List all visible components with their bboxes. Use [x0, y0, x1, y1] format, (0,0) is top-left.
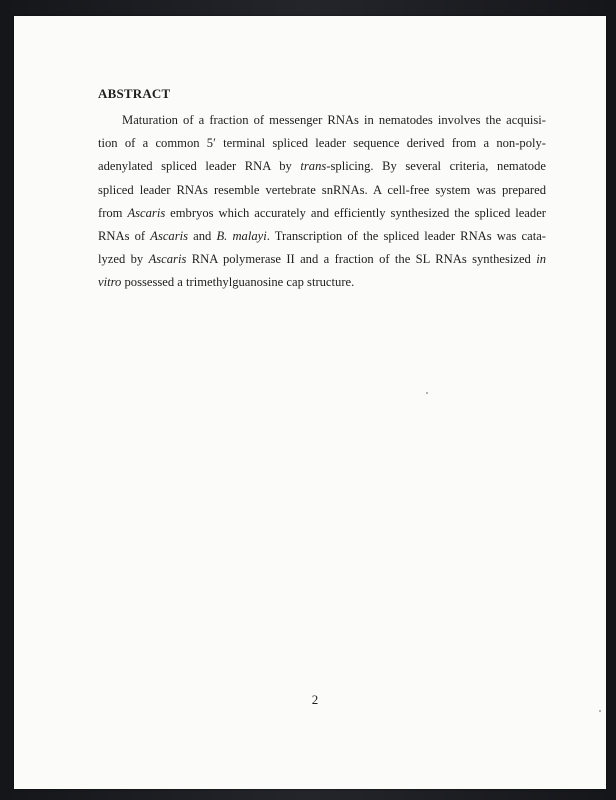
document-page: [14, 16, 606, 789]
dust-speck: [426, 392, 428, 394]
abstract-line: tion of a common 5′ terminal spliced leader sequence derived from a non-poly-: [98, 136, 546, 151]
abstract-line: from Ascaris embryos which accurately and efficiently synthesized the spliced leader: [98, 205, 546, 220]
abstract-line: lyzed by Ascaris RNA polymerase II and a fraction of the SL RNAs synthesized in: [98, 252, 546, 267]
abstract-line: adenylated spliced leader RNA by trans-splicing. By several criteria, nematode: [98, 159, 546, 174]
page-number: 2: [311, 692, 319, 707]
abstract-paragraph: [98, 109, 546, 295]
abstract-line: Maturation of a fraction of messenger RNAs in nematodes involves the acquisi-: [122, 113, 546, 127]
abstract-line: vitro possessed a trimethylguanosine cap structure.: [98, 275, 355, 290]
abstract-line: RNAs of Ascaris and B. malayi. Transcription of the spliced leader RNAs was cata-: [98, 229, 546, 244]
dust-speck: [599, 710, 601, 712]
abstract-heading: ABSTRACT: [98, 86, 171, 101]
abstract-line: spliced leader RNAs resemble vertebrate snRNAs. A cell-free system was prepared: [98, 182, 546, 197]
